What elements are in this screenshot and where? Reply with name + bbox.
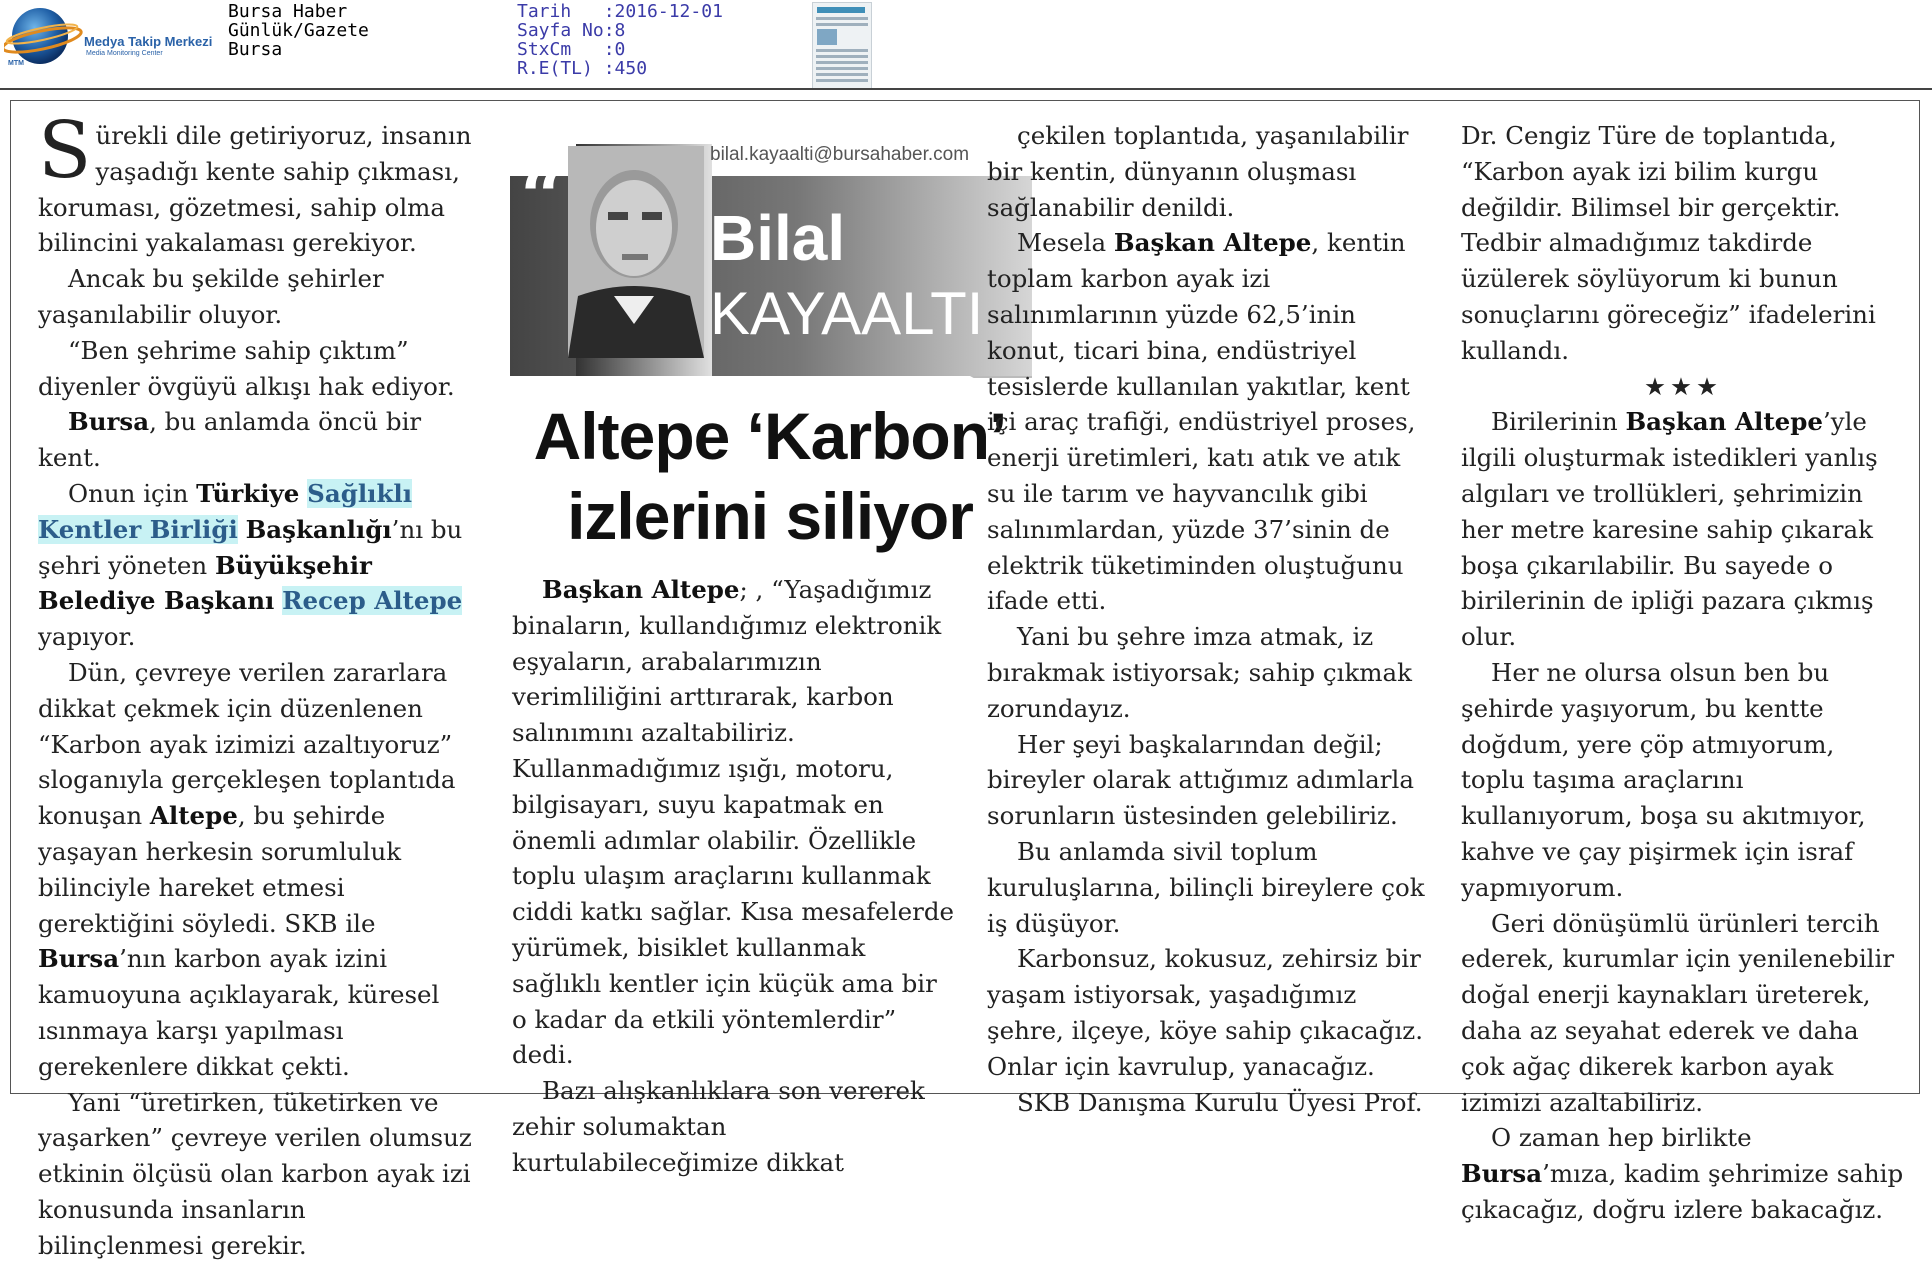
paragraph: Dr. Cengiz Türe de toplantıda, “Karbon ayak izi bilim kurgu değildir. Bilimsel bir gerçektir. Tedbir almadığımız takdirde üzülerek söylüyorum ki bunun sonuçlarını göreceğiz” ifadelerini kullandı. <box>1461 121 1876 365</box>
paragraph: Bu anlamda sivil toplum kuruluşlarına, bilinçli bireylere çok iş düşüyor. <box>987 836 1425 938</box>
paragraph: Her şeyi başkalarından değil; bireyler olarak attığımız adımlarla sorunların üstesinden gelebiliriz. <box>987 729 1414 831</box>
paragraph: Onun için Türkiye Sağlıklı Kentler Birliği Başkanlığı’nı bu şehri yöneten Büyükşehir Belediye Başkanı Recep Altepe yapıyor. <box>38 478 463 652</box>
highlighted-term: Recep Altepe <box>282 586 463 616</box>
paragraph: O zaman hep birlikte Bursa’mıza, kadim şehrimize sahip çıkacağız, doğru izlere bakacağız. <box>1461 1123 1904 1224</box>
meta-stxcm: StxCm :0 <box>517 39 626 60</box>
paragraph: Başkan Altepe; , “Yaşadığımız binaların, kullandığımız elektronik eşyaların, arabalarımızın verimliliğini arttırarak, karbon salınımını azaltabiliriz. Kullanmadığımız ışığı, motoru, bilgisayarı, suyu kapatmak en önemli adımlar olabilir. Özellikle toplu ulaşım araçlarını kullanmak ciddi katkı sağlar. Kısa mesafelerde yürümek, bisiklet kullanmak sağlıklı kentler için küçük ama bir o kadar da etkili yöntemlerdir” dedi. <box>512 575 955 1070</box>
article-column-2 <box>512 572 956 1181</box>
paragraph: Ancak bu şekilde şehirler yaşanılabilir oluyor. <box>38 264 384 329</box>
article-column-3 <box>987 118 1431 1120</box>
header-rule <box>0 88 1932 90</box>
author-byline <box>510 120 1032 378</box>
source-name: Bursa Haber <box>228 1 348 22</box>
paragraph: Dün, çevreye verilen zararlara dikkat çekmek için düzenlenen “Karbon ayak izimizi azaltıyoruz” sloganıyla gerçekleşen toplantıda konuşan Altepe, bu şehirde yaşayan herkesin sorumluluk bilinciyle hareket etmesi gerektiğini söyledi. SKB ile Bursa’nın karbon ayak izini kamuoyuna açıklayarak, küresel ısınmaya karşı yapılması gerekenlere dikkat çekti. <box>38 657 456 1081</box>
headline-line-2: izlerini siliyor <box>567 479 973 553</box>
clipping-header <box>0 0 1932 88</box>
paragraph: Karbonsuz, kokusuz, zehirsiz bir yaşam istiyorsak, yaşadığımız şehre, ilçeye, köye sahip çıkacağız. Onlar için kavrulup, yanacağız. <box>987 944 1423 1081</box>
paragraph: Bursa, bu anlamda öncü bir kent. <box>38 407 422 473</box>
paragraph: Yani bu şehre imza atmak, iz bırakmak istiyorsak; sahip çıkmak zorundayız. <box>987 622 1412 723</box>
paragraph: Birilerinin Başkan Altepe’yle ilgili oluşturmak istedikleri yanlış algıları ve trollükleri, şehrimizin her metre karesine sahip çıkarak boşa çıkarılabilir. Bu sayede o birilerinin de ipliği pazara çıkmış olur. <box>1461 407 1878 652</box>
paragraph: Her ne olursa olsun ben bu şehirde yaşıyorum, bu kentte doğdum, yere çöp atmıyorum, toplu taşıma araçlarını kullanıyorum, boşa su akıtmıyor, kahve ve çay pişirmek için israf yapmıyorum. <box>1461 657 1866 902</box>
paragraph: Bazı alışkanlıklara son vererek zehir solumaktan kurtulabileceğimize dikkat <box>512 1076 925 1177</box>
author-photo <box>568 146 704 358</box>
author-email[interactable]: bilal.kayaalti@bursahaber.com <box>710 144 970 165</box>
author-first-name: Bilal <box>710 202 846 274</box>
paragraph: Yani “üretirken, tüketirken ve yaşarken” çevreye verilen olumsuz etkinin ölçüsü olan karbon ayak izi konusunda insanların bilinçlenmesi gerekir. <box>38 1087 472 1260</box>
headline-line-1: Altepe ‘Karbon’ <box>533 399 1007 473</box>
source-city: Bursa <box>228 39 283 60</box>
highlighted-term: Sağlıklı Kentler Birliği <box>38 478 413 544</box>
drop-cap: S <box>38 106 92 196</box>
clipping-meta <box>517 2 723 78</box>
paragraph: Mesela Başkan Altepe, kentin toplam karbon ayak izi salınımlarının yüzde 62,5’inin konut, ticari bina, endüstriyel tesislerde kullanılan yakıtlar, kent içi araç trafiği, endüstriyel proses, enerji üretimleri, katı atık ve atık su ile tarım ve hayvancılık gibi salınımlardan, yüzde 37’sinin de elektrik tüketiminden oluştuğunu ifade etti. <box>987 228 1416 616</box>
source-type: Günlük/Gazete <box>228 20 369 41</box>
author-last-name: KAYAALTI <box>710 280 984 347</box>
article-column-1 <box>38 106 476 1264</box>
paragraph: SKB Danışma Kurulu Üyesi Prof. <box>1017 1087 1423 1117</box>
meta-date: Tarih :2016-12-01 <box>517 1 723 22</box>
article-headline <box>510 396 1030 556</box>
meta-page: Sayfa No:8 <box>517 20 626 41</box>
paragraph: Geri dönüşümlü ürünleri tercih ederek, kurumlar için yenilenebilir doğal enerji kaynakları üreterek, daha az seyahat ederek ve daha çok ağaç dikerek karbon ayak izimizi azaltabiliriz. <box>1461 908 1895 1117</box>
logo-subtitle: Media Monitoring Center <box>86 50 163 57</box>
mtm-logo <box>4 4 226 70</box>
logo-abbr: MTM <box>8 60 24 67</box>
article-column-4 <box>1461 118 1905 1228</box>
paragraph: çekilen toplantıda, yaşanılabilir bir kentin, dünyanın oluşması sağlanabilir denildi. <box>987 121 1409 222</box>
quote-mark-icon: “ <box>520 152 565 243</box>
page-thumbnail[interactable] <box>812 2 872 90</box>
meta-re: R.E(TL) :450 <box>517 58 648 79</box>
paragraph: Sürekli dile getiriyoruz, insanın yaşadığı kente sahip çıkması, koruması, gözetmesi, sahip olma bilincini yakalaması gerekiyor. <box>38 106 472 258</box>
section-separator: ★★★ <box>1644 371 1722 401</box>
source-info <box>228 2 369 59</box>
logo-title: Medya Takip Merkezi <box>84 34 213 49</box>
paragraph: “Ben şehrime sahip çıktım” diyenler övgüyü alkışı hak ediyor. <box>38 335 455 401</box>
